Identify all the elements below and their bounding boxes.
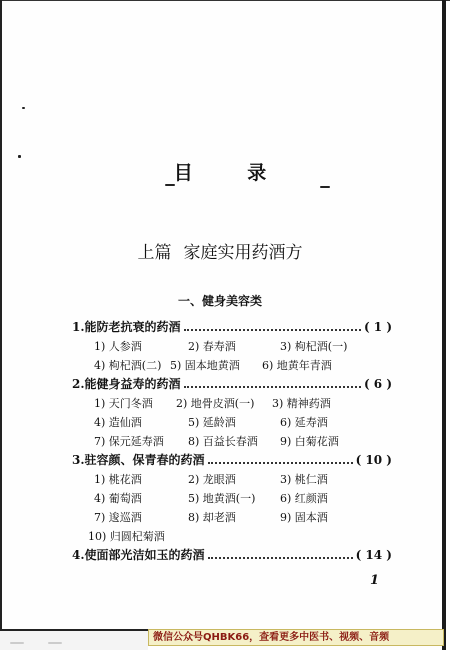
toc-entry-title: 1.能防老抗衰的药酒: [72, 320, 181, 334]
recipe-row: [94, 357, 374, 374]
recipe-item: 2) 龙眼酒: [188, 473, 236, 486]
toc-entry-2[interactable]: [72, 375, 392, 393]
recipe-item: 4) 枸杞酒(二): [94, 359, 162, 372]
recipe-row: [94, 471, 374, 488]
part-name: 家庭实用药酒方: [183, 243, 303, 263]
recipe-row: [94, 395, 374, 412]
toc-entry-title: 2.能健身益寿的药酒: [72, 377, 181, 391]
recipe-row: [88, 528, 374, 545]
recipe-item: 7) 逡巡酒: [94, 511, 142, 524]
recipe-item: 6) 地黄年青酒: [262, 359, 332, 372]
dot-leader: [184, 329, 361, 331]
recipe-item: 8) 却老酒: [188, 511, 236, 524]
watermark-banner: 微信公众号QHBK66，查看更多中医书、视频、音频: [148, 629, 444, 646]
toc-entry-3[interactable]: [72, 451, 392, 469]
recipe-item: 10) 归圆杞菊酒: [88, 530, 165, 543]
recipe-item: 7) 保元延寿酒: [94, 435, 164, 448]
viewer-bottom-strip: [0, 631, 148, 650]
toc-entry-1[interactable]: [72, 318, 392, 336]
recipe-row: [94, 509, 374, 526]
recipe-item: 2) 春寿酒: [188, 340, 236, 353]
recipe-row: [94, 414, 374, 431]
recipe-item: 9) 固本酒: [280, 511, 328, 524]
dot-leader: [208, 462, 353, 464]
recipe-item: 3) 枸杞酒(一): [280, 340, 348, 353]
toc-entry-page: ( 14 ): [355, 548, 392, 562]
toc-entry-title: 3.驻容颜、保青春的药酒: [72, 453, 205, 467]
toc-entry-page: ( 10 ): [355, 453, 392, 467]
recipe-item: 5) 延龄酒: [188, 416, 236, 429]
part-label: 上篇: [137, 243, 172, 263]
recipe-item: 9) 白菊花酒: [280, 435, 339, 448]
recipe-row: [94, 490, 374, 507]
page-border-right: [442, 0, 446, 650]
recipe-item: 5) 地黄酒(一): [188, 492, 256, 505]
part-heading: [0, 238, 440, 263]
toc-entry-4[interactable]: [72, 546, 392, 564]
recipe-item: 3) 精神药酒: [272, 397, 331, 410]
recipe-row: [94, 433, 374, 450]
recipe-row: [94, 338, 374, 355]
page-border-left: [0, 0, 2, 650]
scan-artifact: [10, 642, 24, 644]
recipe-item: 6) 延寿酒: [280, 416, 328, 429]
toc-entry-page: ( 6 ): [363, 377, 392, 391]
recipe-item: 6) 红颜酒: [280, 492, 328, 505]
recipe-item: 4) 葡萄酒: [94, 492, 142, 505]
recipe-item: 3) 桃仁酒: [280, 473, 328, 486]
recipe-item: 4) 造仙酒: [94, 416, 142, 429]
recipe-item: 1) 天门冬酒: [94, 397, 153, 410]
dot-leader: [208, 557, 353, 559]
page-number: 1: [370, 573, 380, 588]
page-border-top: [0, 0, 450, 1]
toc-entry-page: ( 1 ): [363, 320, 392, 334]
scan-speck: [22, 107, 25, 109]
recipe-item: 5) 固本地黄酒: [170, 359, 240, 372]
scan-artifact: [48, 642, 62, 644]
scan-speck: [320, 186, 330, 188]
toc-entry-title: 4.使面部光洁如玉的药酒: [72, 548, 205, 562]
toc-title: 目 录: [173, 162, 291, 184]
dot-leader: [184, 386, 361, 388]
recipe-item: 1) 人参酒: [94, 340, 142, 353]
recipe-item: 8) 百益长春酒: [188, 435, 258, 448]
section-heading: 一、健身美容类: [177, 294, 262, 308]
recipe-item: 2) 地骨皮酒(一): [176, 397, 255, 410]
recipe-item: 1) 桃花酒: [94, 473, 142, 486]
